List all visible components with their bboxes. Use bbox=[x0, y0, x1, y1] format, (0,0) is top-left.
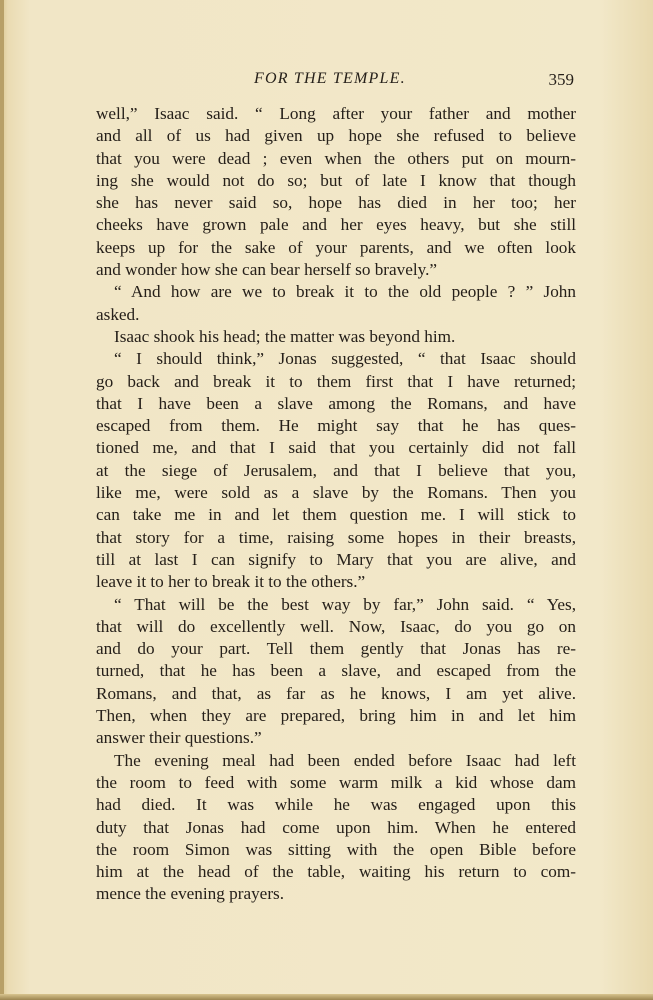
text-line: that story for a time, raising some hopes in their breasts, bbox=[96, 527, 576, 547]
text-line: cheeks have grown pale and her eyes heavy, but she still bbox=[96, 215, 576, 235]
text-line: the room Simon was sitting with the open Bible before bbox=[96, 839, 576, 859]
text-line: leave it to her to break it to the others.” bbox=[96, 572, 366, 592]
text-line: and all of us had given up hope she refused to believe bbox=[96, 126, 576, 146]
text-line: Romans, and that, as far as he knows, I am yet alive. bbox=[96, 683, 576, 703]
text-line: that you were dead ; even when the others put on mourn- bbox=[96, 148, 576, 168]
text-line: tioned me, and that I said that you certainly did not fall bbox=[96, 438, 576, 458]
text-line: like me, were sold as a slave by the Romans. Then you bbox=[96, 483, 576, 503]
text-line: go back and break it to them first that I have returned; bbox=[96, 371, 576, 391]
text-line: duty that Jonas had come upon him. When he entered bbox=[96, 817, 576, 837]
text-line: the room to feed with some warm milk a kid whose dam bbox=[96, 772, 576, 792]
text-line: can take me in and let them question me. I will stick to bbox=[96, 505, 576, 525]
text-line: that I have been a slave among the Romans, and have bbox=[96, 393, 576, 413]
text-line: answer their questions.” bbox=[96, 728, 262, 748]
page-bottom-edge bbox=[0, 994, 653, 1000]
text-line: that will do excellently well. Now, Isaac, do you go on bbox=[96, 616, 576, 636]
text-line: keeps up for the sake of your parents, and we often look bbox=[96, 237, 576, 257]
text-line: “ I should think,” Jonas suggested, “ that Isaac should bbox=[114, 349, 576, 369]
text-line: “ And how are we to break it to the old people ? ” John bbox=[114, 282, 576, 302]
text-line: she has never said so, hope has died in her too; her bbox=[96, 193, 576, 213]
text-line: and do your part. Tell them gently that Jonas has re- bbox=[96, 639, 576, 659]
text-line: had died. It was while he was engaged upon this bbox=[96, 795, 576, 815]
text-line: escaped from them. He might say that he has ques- bbox=[96, 416, 576, 436]
text-line: at the siege of Jerusalem, and that I believe that you, bbox=[96, 460, 576, 480]
text-line: and wonder how she can bear herself so bravely.” bbox=[96, 260, 438, 280]
text-line: till at last I can signify to Mary that you are alive, and bbox=[96, 549, 576, 569]
text-line: asked. bbox=[96, 304, 140, 324]
page-header bbox=[96, 70, 576, 92]
text-line: him at the head of the table, waiting his return to com- bbox=[96, 862, 576, 882]
body-text bbox=[96, 103, 576, 906]
page-number: 359 bbox=[548, 70, 574, 89]
text-line: ing she would not do so; but of late I know that though bbox=[96, 170, 576, 190]
text-line: The evening meal had been ended before Isaac had left bbox=[114, 750, 576, 770]
text-line: Isaac shook his head; the matter was beyond him. bbox=[114, 326, 456, 346]
text-line: “ That will be the best way by far,” John said. “ Yes, bbox=[114, 594, 576, 614]
text-line: turned, that he has been a slave, and escaped from the bbox=[96, 661, 576, 681]
text-line: mence the evening prayers. bbox=[96, 884, 285, 904]
running-title: FOR THE TEMPLE. bbox=[254, 70, 406, 87]
text-line: Then, when they are prepared, bring him in and let him bbox=[96, 706, 576, 726]
page-binding-edge bbox=[0, 0, 4, 1000]
text-line: well,” Isaac said. “ Long after your father and mother bbox=[96, 104, 576, 123]
